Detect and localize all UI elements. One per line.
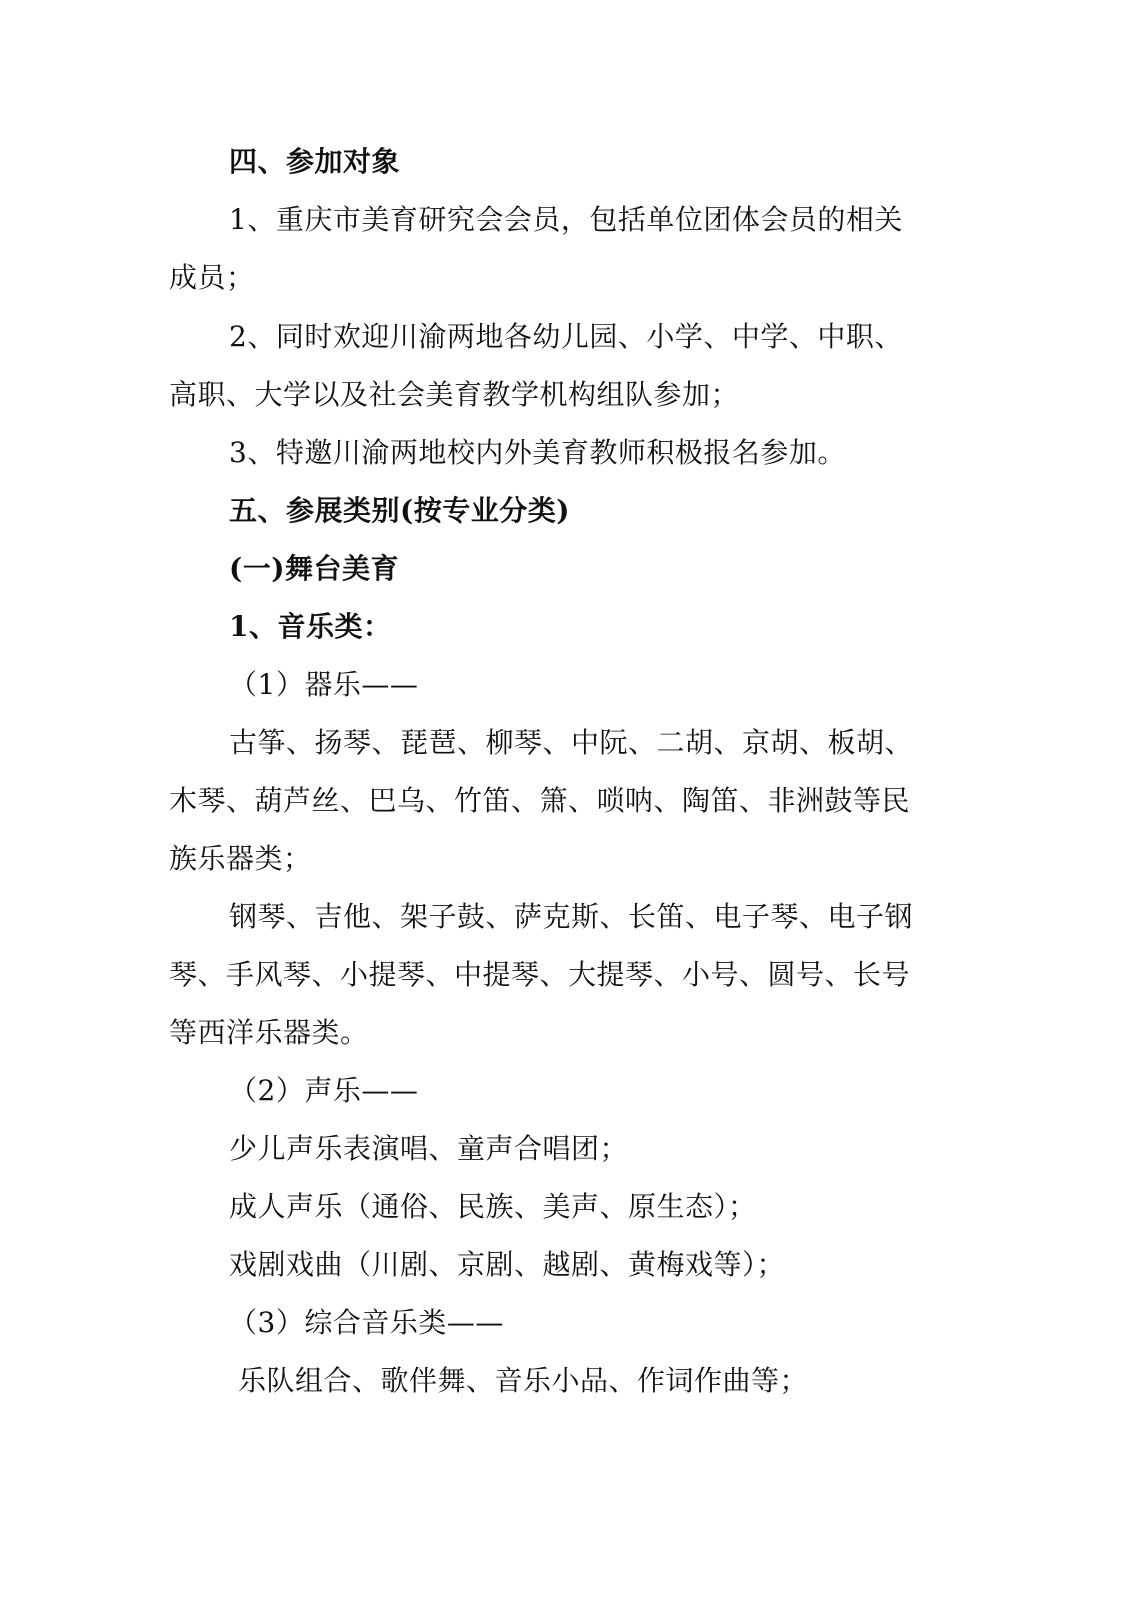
chinese-instruments-line-3: 族乐器类； <box>169 842 312 875</box>
chinese-instruments-line-1: 古筝、扬琴、琵琶、柳琴、中阮、二胡、京胡、板胡、 <box>229 726 914 759</box>
western-instruments-line-2: 琴、手风琴、小提琴、中提琴、大提琴、小号、圆号、长号 <box>169 958 911 991</box>
participant-item-2-line-1: 2、同时欢迎川渝两地各幼儿园、小学、中学、中职、 <box>229 320 903 353</box>
western-instruments-line-3: 等西洋乐器类。 <box>169 1016 369 1049</box>
western-instruments-line-1: 钢琴、吉他、架子鼓、萨克斯、长笛、电子琴、电子钢 <box>229 900 914 933</box>
vocal-line-3: 戏剧戏曲（川剧、京剧、越剧、黄梅戏等）； <box>229 1248 786 1281</box>
vocal-line-1: 少儿声乐表演唱、童声合唱团； <box>229 1132 629 1165</box>
section-heading-participants: 四、参加对象 <box>229 145 401 178</box>
subsection-heading-stage: (一)舞台美育 <box>229 552 399 585</box>
general-music-title: （3）综合音乐类—— <box>229 1306 504 1339</box>
participant-item-2-line-2: 高职、大学以及社会美育教学机构组队参加； <box>169 378 740 411</box>
participant-item-3: 3、特邀川渝两地校内外美育教师积极报名参加。 <box>229 436 846 469</box>
music-category-heading: 1、音乐类： <box>229 610 392 643</box>
participant-item-1-line-1: 1、重庆市美育研究会会员，包括单位团体会员的相关 <box>229 203 903 236</box>
section-heading-categories: 五、参展类别(按专业分类) <box>229 494 570 527</box>
chinese-instruments-line-2: 木琴、葫芦丝、巴乌、竹笛、箫、唢呐、陶笛、非洲鼓等民 <box>169 784 911 817</box>
vocal-title: （2）声乐—— <box>229 1074 419 1107</box>
participant-item-1-line-2: 成员； <box>169 261 255 294</box>
instrumental-title: （1）器乐—— <box>229 668 419 701</box>
general-music-line-1: 乐队组合、歌伴舞、音乐小品、作词作曲等； <box>238 1364 809 1397</box>
vocal-line-2: 成人声乐（通俗、民族、美声、原生态）； <box>229 1190 757 1223</box>
